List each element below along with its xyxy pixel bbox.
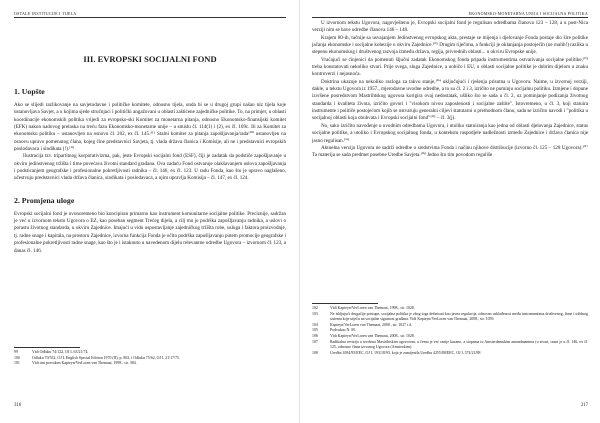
footnote-text: Ne iskljujući drugačije pristupe, socijalna politika je zbog toga definisati kao javna regulacija, odnosno usklađenost među instrumentima društvenog, čime i tržišnog sistema koje utječu na socijalne sigurnost građana. Vidi Kapteyn/VerLoren van Themaat, 2008., str. 1059.	[330, 311, 588, 322]
running-head-left	[14, 6, 286, 16]
chapter-title: III. EVROPSKI SOCIJALNI FOND	[83, 54, 217, 64]
footnote	[312, 351, 588, 357]
footnote-number: 100	[14, 355, 20, 360]
footnotes	[300, 303, 600, 356]
paragraph: Evropski socijalni fond je uvonoremeno bio koncipiran primarno kao instrument komunitarne socijalne politike. Preciznije, sadržan je već u izvornom tekstu Ugovora o EZ, kao poseban segment Trećeg dijela, a cilj mu je podrška zapošljavanju radnika, a uslovi o porastu životnog standarda, u okviru Zajednice. Imajući u vidu uspostavljanje zajedničkog tržišta robe, usluga i faktora proizvodnje, tj. radne snage i kapitala, na prostoru Zajednice, izvorna funkcija Fonda je očito podrška zapošljavanju putem promocije geografske i profesionalne pokretljivosti radne snage, kao što je i istaknuto u navedenom dijelu relevantne odredbe Ugovora – izvornom čl. 123, a danas čl. 146.	[14, 210, 286, 254]
footnote-number: 107	[312, 339, 318, 344]
footnote-rule	[14, 347, 80, 348]
running-head-text: OSTALE INSTITUCIJE I TIJELA	[14, 12, 77, 16]
paragraph: Aktuelna verzija Ugovora ne sadrži odredbe o sredstvima Fonda i načinu njihove distribucije (izvorno čl. 125 – 128 Ugovora).¹⁰⁷ Ta materija se sada predmet posebne Uredbe Savjeta.¹⁰⁸ Jedno što tim povodom reguliše	[312, 144, 588, 159]
page-number: 317	[580, 403, 588, 408]
footnote-number: 102	[312, 306, 318, 310]
section-title: 1. Uopšte	[14, 87, 45, 96]
footnote	[312, 312, 588, 323]
paragraph: Krajem 80-ih, tačnije sa usvajanjem Jedinstvenog evropskog akta, prestaje se mijenja i djelovanje Fonda postaje dio šire politike jačanja ekonomske i socijalne kohezije u okviru Zajednice.¹⁰² Drugim riječima, a funkciji je oklanjanja postojećih (ne malih!) razlika u stepenu ekonomskog i društvenog razvoja između država, regija, privrednih oblasti... u okviru Evropske unije.	[312, 34, 588, 56]
footnote-text: Uredba 1084/95/EEC, OJ L 193/18/93, koja je zamijenila Uredbu 4255/88/EEC, OJ L 374/21/88	[330, 350, 481, 355]
footnote-text: Radikalna revizija u izvršena Mastrihtskim ugovorom, u čemu je već ranije kazano, a stopama tu Amsterdamskim amandmanima (u stvari, razni je u čl. 146, ex čl. 125, odnosno člana izvornog Ugovora (Amsterdam).	[330, 339, 588, 350]
paragraph: U izvornom tekstu Ugovora, nagovještenu je, Evropski socijalni fond je regulisan odredbama članova 123 – 128, a u post-Nica verziji nim se bave odredbe članova 146 – 148.	[312, 20, 588, 34]
page-number: 316	[14, 403, 22, 408]
paragraph: Vraćajući se ćinjenici da pomenuti šljučni zadatak Ekonomskog fonda pripada instrumentima ostvarivanja socijalne politike,¹⁰³ treba konstatovati nekoliko stvari. Prije svega, sluga Zajednice, a uobičo i EU, u oblasti socijalne politike je dobrim dijelom u znaku kontroverzi i nejasnoća.	[312, 56, 588, 78]
footnote-number: 103	[312, 311, 318, 316]
footnote-rule	[312, 303, 378, 304]
footnote	[312, 340, 588, 351]
footnotes	[0, 347, 300, 367]
header-rule	[14, 17, 286, 18]
paragraph: Ako se slijedi razlikovanje na savjetodavne i političke komitete, odnosno tijela, onda bi se u drugoj grupi našao niz tijela koje ustanovljava Savjet, a u kojima sjede stručnjaci i politički angažovani u oblasti zaštićene zajedničke politike. To, na primjer, u oblasti koordinacije ekonomskih politika vrijedi za evropsko-ski Komitet za monetarna pitanja, odnosno Ekonomsko-finansijski komitet (EFK) nakon nadovog prelaska na treću fazu Ekonomsko-monetarne unije – u smislu čl. 114(1) i (2), ex čl. 109c. Ili za Komitet za ekonomsku politiku – ustanovljen na osnovu čl. 202, ex čl. 145.⁹¹¹ Stalni komitet za pitanja zapošljavanja/rada¹⁰⁰ ustanovljen na osnovu upravo pomenutog člana, kojeg čine predstavnici Savjeta, tj. vlada država članica i Komisije, ali ne i predstavnici evropskih poslodavaca i sindikata (!).¹⁰¹	[14, 102, 286, 153]
footnote	[14, 361, 286, 367]
footnote-text: Vidi Kapteyn/VerLoren van Themaat, 1998., str. 1028.	[330, 306, 415, 310]
running-head-right	[312, 6, 588, 16]
footnote-text: Podvukao N. M.	[330, 328, 356, 333]
footnote-text: Odluku 70/532, OJ L English Special Edition 1970 (II), p. 863, i Odluku 75/62, OJ L 21/17/75.	[32, 355, 180, 360]
footnote-number: 99	[14, 350, 18, 354]
footnote-text: Vidi Kapteyn/VerLoren van Themaat, 2008., str. 1028.	[330, 333, 415, 338]
paragraph: Doktrina ukazuje na nekoliko razloga za takvo stanje,¹⁰⁴ uključujući i rješenja prisutna u Ugovoru. Naime, u izvornoj verziji, dakle, u tekstu Ugovora iz 1957., mjerodavne uvodne odredbe, a to su čl. 2 i 3, izričito ne pominju socijalnu politiku. Izmjene i dopune izvršene posredstvom Mastrihtskog ugovora korigira ovaj nedostatak, ušliko što se sada u čl. 2, uz pominjanje podizanja životnog standarda i kvaliteta života, izričito govori i "visokom nivou zaposlenosti i socijalne zaštite". Istovremeno, u čl. 3, koji statuira instrumente i političe postojećom kojih se ostvaruju generalni ciljevi statutarni u prethodnom članu, sada se izričito navodi i "politika u socijalnoj oblasti koja obuhvata i Evropski socijalni fond"¹⁰⁵ – čl. 3(j).	[312, 78, 588, 122]
footnote-text: Vidi Odluku 74/122, OJ L 63/21/74.	[32, 350, 89, 354]
footnote-number: 108	[312, 350, 318, 355]
footnote-number: 101	[14, 361, 20, 366]
footnote-text: Kapteyn/VerLoren van Themaat, 2008., str. 1027 i d.	[330, 322, 413, 327]
running-head-text: EKONOMSKO-MONETARNA UNIJA I SOCIJALNA POLITIKA	[468, 12, 588, 16]
footnote-number: 104	[312, 322, 318, 327]
paragraph: No, sako izričito navođenje u uvodnim odredbama Ugovora, i utoliko statuiranja kao jedna od oblasti djelovanja Zajednice, status socijalne politike, a utoliko i Evropskog socijalnog fonda, u kontekstu raspodjele nadležnosti između Zajednice i država članica nije jasno regulisan.¹⁰⁶	[312, 122, 588, 144]
footnote-number: 105	[312, 328, 318, 333]
section-title: 2. Promjena uloge	[14, 195, 75, 205]
right-page	[300, 0, 600, 423]
footnote-text: Vidi tim povodom Kapteyn/VerLoren van Themaat, 1998., str. 384.	[32, 361, 137, 366]
paragraph: Ilustracija tzv. tripartitnog korporativizma, pak, jeste Evropski socijalni fond (ESF), čiji je zadatak da podstiče zapošljavanje u okviru jedinstvenog tržišta i time povećava životni standard građana. Ova zadaću Fond ostvaruje olakšavanjem uslova zapošljavanja i podsticanjem geografske i profesionalne pokretljivosti radnika – čl. 146, ex čl. 123. U radu Fonda, kao što je upravo naglašeno, učestvuju predstavnici vlada država članica, sindikata i poslodavaca, a njim upravlja Komisija – čl. 147, ex čl. 124.	[14, 153, 286, 182]
footnote-number: 106	[312, 333, 318, 338]
